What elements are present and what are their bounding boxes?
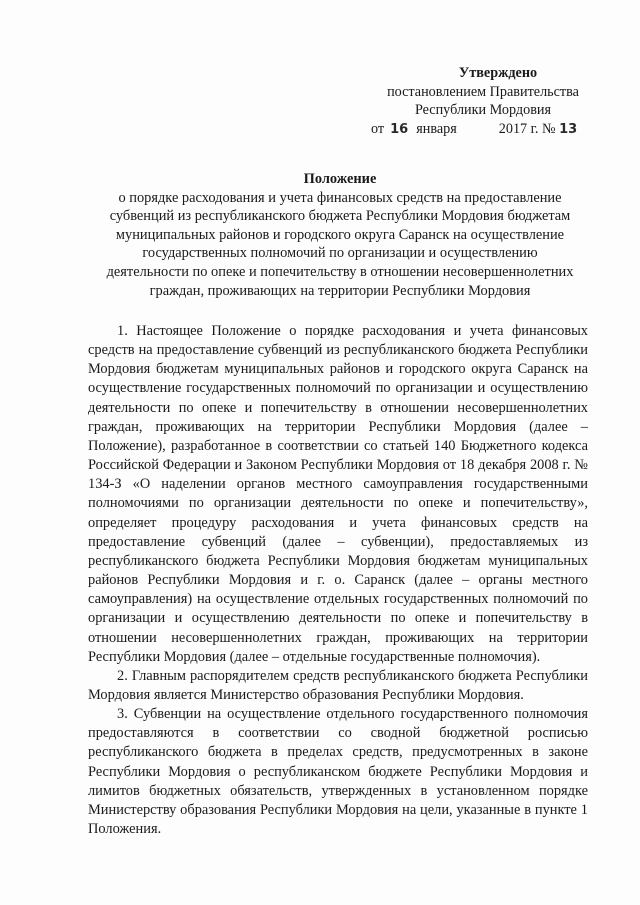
approval-block: [340, 64, 610, 139]
document-title-block: [80, 170, 600, 300]
date-month: января: [416, 120, 457, 137]
document-body: [88, 322, 588, 839]
date-prefix: от: [371, 120, 385, 137]
approval-title: Утверждено: [458, 65, 538, 81]
title-line: граждан, проживающих на территории Республики Мордовия: [149, 282, 531, 299]
date-day: 16: [390, 121, 409, 137]
approval-line-1: постановлением Правительства: [387, 83, 579, 100]
document-heading: Положение: [303, 171, 377, 187]
date-year: 2017 г. №: [498, 120, 556, 137]
title-line: деятельности по опеке и попечительству в отношении несовершеннолетних: [106, 263, 574, 280]
title-line: государственных полномочий по организации и осуществлению: [142, 245, 538, 262]
title-line: о порядке расходования и учета финансовых средств на предоставление: [118, 189, 562, 206]
paragraph-3: 3. Субвенции на осуществление отдельного государственного полномочия предоставляются в соответствии со сводной бюджетной росписью республиканского бюджета в пределах средств, предусмотренных в законе Республики Мордовия о республиканском бюджете Республики Мордовия и лимитов бюджетных обязательств, утвержденных в установленном порядке Министерству образования Республики Мордовия на цели, указанные в пункте 1 Положения.: [88, 706, 588, 838]
resolution-number: 13: [559, 121, 578, 137]
approval-date-line: [340, 120, 610, 140]
title-line: муниципальных районов и городского округа Саранск на осуществление: [115, 226, 565, 243]
approval-line-2: Республики Мордовия: [414, 102, 552, 118]
title-line: субвенций из республиканского бюджета Республики Мордовия бюджетам: [109, 208, 571, 225]
paragraph-2: 2. Главным распорядителем средств республиканского бюджета Республики Мордовия является Министерство образования Республики Мордовия.: [88, 667, 588, 703]
paragraph-1: 1. Настоящее Положение о порядке расходования и учета финансовых средств на предоставление субвенций из республиканского бюджета Республики Мордовия бюджетам муниципальных районов и городского округа Саранск на осуществление государственных полномочий по организации и осуществлению деятельности по опеке и попечительству в отношении несовершеннолетних граждан, проживающих на территории Республики Мордовия (далее – Положение), разработанное в соответствии со статьей 140 Бюджетного кодекса Российской Федерации и Законом Республики Мордовия от 18 декабря 2008 г. № 134-З «О наделении органов местного самоуправления государственными полномочиями по организации деятельности по опеке и попечительству», определяет процедуру расходования и учета финансовых средств на предоставление субвенций (далее – субвенции), предоставляемых из республиканского бюджета Республики Мордовия бюджетам муниципальных районов Республики Мордовия и г. о. Саранск (далее – органы местного самоуправления) на осуществление отдельных государственных полномочий по организации и осуществлению деятельности по опеке и попечительству в отношении несовершеннолетних граждан, проживающих на территории Республики Мордовия (далее – отдельные государственные полномочия).: [88, 323, 588, 665]
